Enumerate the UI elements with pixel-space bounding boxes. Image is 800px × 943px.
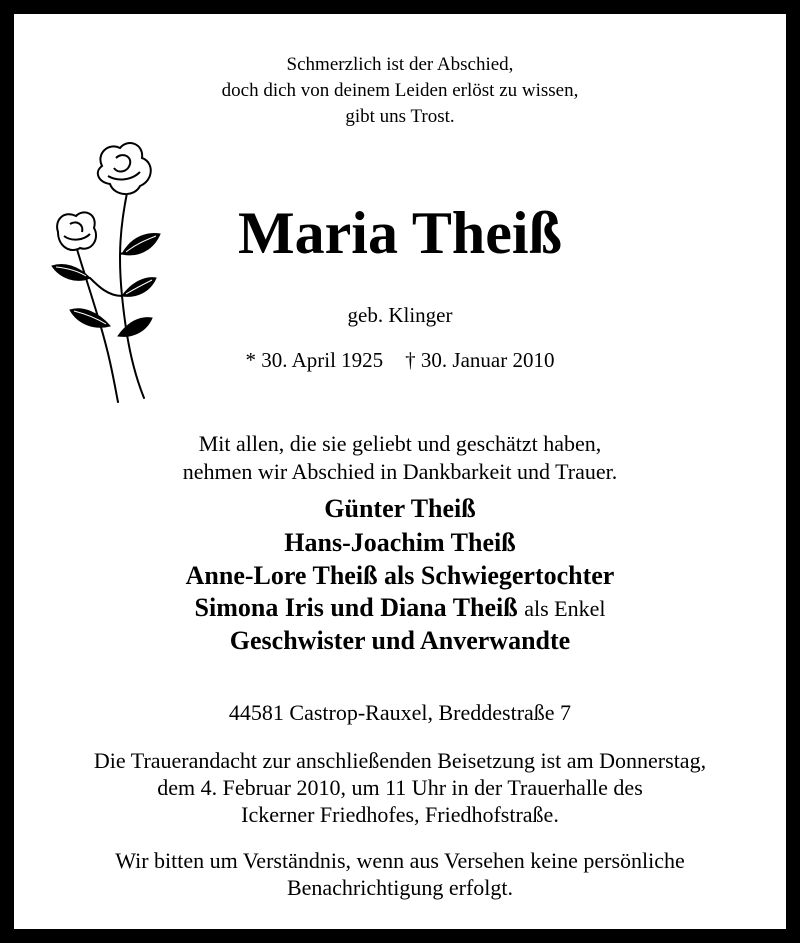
life-dates	[14, 346, 786, 374]
service-line-1: Die Trauerandacht zur anschließenden Beisetzung ist am Donnerstag,	[93, 748, 707, 773]
mourner-1	[14, 492, 786, 525]
farewell-line-1: Mit allen, die sie geliebt und geschätzt haben,	[198, 431, 602, 456]
farewell-line-2: nehmen wir Abschied in Dankbarkeit und Trauer.	[182, 459, 618, 484]
service-line-2: dem 4. Februar 2010, um 11 Uhr in der Trauerhalle des	[157, 775, 643, 800]
birth-date: * 30. April 1925	[245, 348, 384, 372]
mourner-name: Günter Theiß	[324, 494, 476, 523]
deceased-name: Maria Theiß	[238, 200, 562, 266]
mourner-2	[14, 526, 786, 559]
closing-line-1: Wir bitten um Verständnis, wenn aus Versehen keine persönliche	[115, 848, 685, 873]
mourner-relation: als Enkel	[524, 596, 606, 621]
mourner-3	[14, 559, 786, 592]
mourner-4	[14, 591, 786, 625]
address: 44581 Castrop-Rauxel, Breddestraße 7	[228, 700, 572, 725]
mourner-name: Hans-Joachim Theiß	[284, 528, 516, 557]
verse-line-1: Schmerzlich ist der Abschied,	[286, 54, 514, 75]
verse-line-2: doch dich von deinem Leiden erlöst zu wissen,	[221, 80, 579, 101]
mourner-name: Simona Iris und Diana Theiß	[194, 593, 518, 622]
verse-line-3: gibt uns Trost.	[345, 106, 455, 127]
service-line-3: Ickerner Friedhofes, Friedhofstraße.	[241, 802, 559, 827]
mourner-5	[14, 624, 786, 657]
mourner-name: Geschwister und Anverwandte	[229, 626, 571, 655]
death-date: † 30. Januar 2010	[405, 348, 555, 372]
closing-line-2: Benachrichtigung erfolgt.	[286, 875, 514, 900]
maiden-name: geb. Klinger	[347, 303, 453, 327]
mourner-name: Anne-Lore Theiß als Schwiegertochter	[185, 561, 615, 590]
